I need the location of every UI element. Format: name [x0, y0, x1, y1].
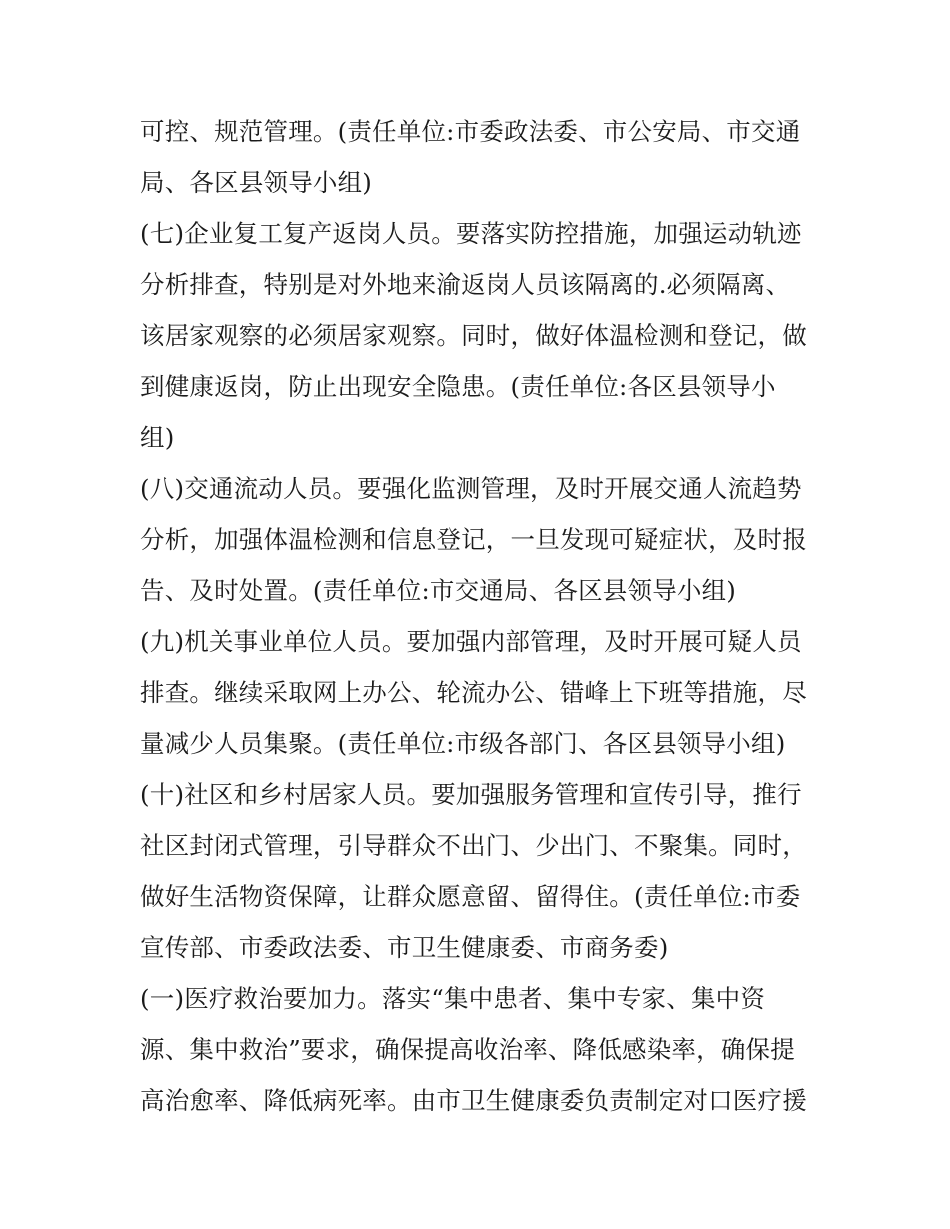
text-line: (九)机关事业单位人员。要加强内部管理，及时开展可疑人员: [140, 627, 802, 656]
text-line: (八)交通流动人员。要强化监测管理，及时开展交通人流趋势: [140, 474, 802, 503]
text-line: 源、集中救治”要求，确保提高收治率、降低感染率，确保提: [140, 1035, 795, 1064]
text-line: (一)医疗救治要加力。落实“集中患者、集中专家、集中资: [140, 984, 766, 1013]
text-line: 宣传部、市委政法委、市卫生健康委、市商务委): [140, 933, 669, 962]
text-line: 量减少人员集聚。(责任单位:市级各部门、各区县领导小组): [140, 729, 786, 758]
text-line: 做好生活物资保障，让群众愿意留、留得住。(责任单位:市委: [140, 882, 801, 911]
text-line: 社区封闭式管理，引导群众不出门、少出门、不聚集。同时，: [140, 831, 807, 860]
text-line: 高治愈率、降低病死率。由市卫生健康委负责制定对口医疗援: [140, 1086, 807, 1115]
text-line: 分析，加强体温检测和信息登记，一旦发现可疑症状，及时报: [140, 525, 807, 554]
text-line: 该居家观察的必须居家观察。同时，做好体温检测和登记，做: [140, 321, 807, 350]
text-line: (七)企业复工复产返岗人员。要落实防控措施，加强运动轨迹: [140, 219, 802, 248]
document-body: [140, 106, 830, 1126]
text-line: 组): [140, 423, 175, 452]
text-line: (十)社区和乡村居家人员。要加强服务管理和宣传引导，推行: [140, 780, 802, 809]
text-line: 到健康返岗，防止出现安全隐患。(责任单位:各区县领导小: [140, 372, 776, 401]
text-line: 排查。继续采取网上办公、轮流办公、错峰上下班等措施，尽: [140, 678, 807, 707]
text-line: 告、及时处置。(责任单位:市交通局、各区县领导小组): [140, 576, 737, 605]
text-line: 局、各区县领导小组): [140, 168, 373, 197]
text-line: 可控、规范管理。(责任单位:市委政法委、市公安局、市交通: [140, 117, 801, 146]
text-line: 分析排查，特别是对外地来渝返岗人员该隔离的.必须隔离、: [140, 270, 791, 299]
